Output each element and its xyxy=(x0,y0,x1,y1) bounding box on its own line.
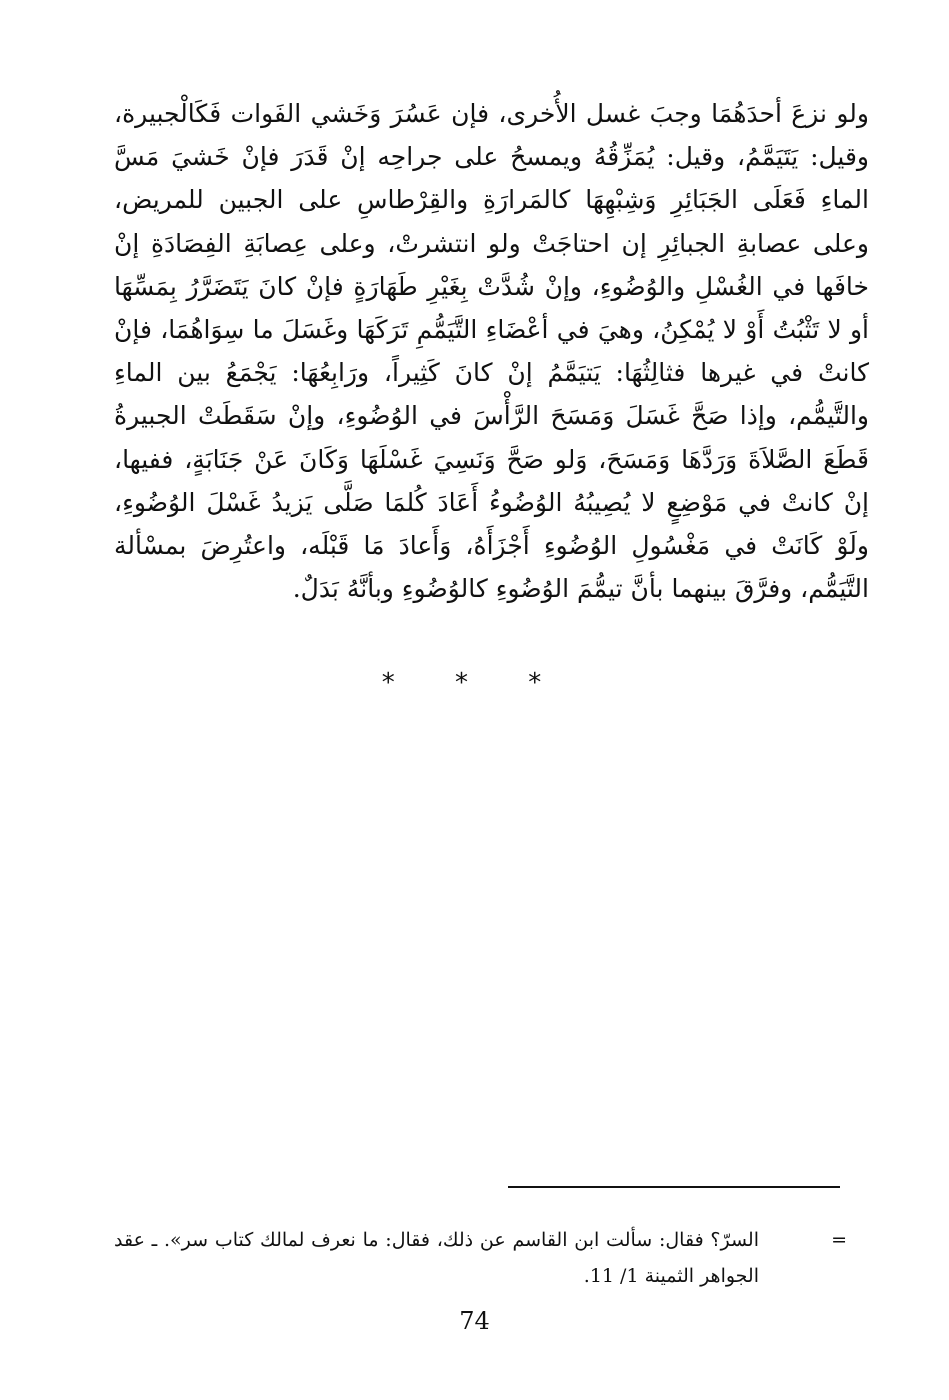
section-separator: * * * xyxy=(381,668,568,698)
page-number: 74 xyxy=(459,1307,490,1335)
footnote-continuation-marker: = xyxy=(831,1229,847,1251)
footnote xyxy=(114,1222,869,1294)
footnote-text: السرّ؟ فقال: سألت ابن القاسم عن ذلك، فقال: ما نعرف لمالك كتاب سر». ـ عقد الجواهر الثمينة 1/ 11. xyxy=(114,1229,759,1287)
main-paragraph: ولو نزعَ أحدَهُمَا وجبَ غسل الأُخرى، فإن عَسُرَ وَخَشي الفَوات فَكَالْجبيرة، وقيل: يَتَيَمَّمُ، وقيل: يُمَزِّقُهُ ويمسحُ على جراحِه إنْ قَدَرَ فإنْ خَشيَ مَسَّ الماءِ فَعَلَى الجَبَائِرِ وَشِبْهِهَا كالمَرارَةِ والقِرْطاسِ على الجبين للمريض، وعلى عصابةِ الجبائِرِ إن احتاجَتْ ولو انتشرتْ، وعلى عِصابَةِ الفِصَادَةِ إنْ خافَها في الغُسْلِ والوُضُوءِ، وإنْ شُدَّتْ بِغَيْرِ طَهَارَةٍ فإنْ كانَ يَتَضَرَّرُ بِمَسِّهَا أو لا تَثْبُتُ أَوْ لا يُمْكِنُ، وهيَ في أعْضَاءِ التَّيَمُّمِ تَرَكَهَا وغَسَلَ ما سِوَاهُمَا، فإنْ كانتْ في غيرها فثالِثُهَا: يَتيَمَّمُ إنْ كانَ كَثِيراً، ورَابِعُهَا: يَجْمَعُ بين الماءِ والتَّيمُّم، وإذا صَحَّ غَسَلَ وَمَسَحَ الرَّأْسَ في الوُضُوءِ، وإنْ سَقَطَتْ الجبيرةُ قَطَعَ الصَّلاَةَ وَرَدَّهَا وَمَسَحَ، وَلو صَحَّ وَنَسِيَ غَسْلَهَا وَكَانَ عَنْ جَنَابَةٍ، ففيها، إنْ كانتْ في مَوْضِعٍ لا يُصِيبُهُ الوُضُوءُ أَعَادَ كُلمَا صَلَّى يَزيدُ غَسْلَ الوُضُوءِ، ولَوْ كَانَتْ في مَغْسُولِ الوُضُوءِ أَجْزَأَهُ، وَأَعادَ مَا قَبْلَه، واعتُرِضَ بمسْألة التَّيَمُّم، وفرَّقَ بينهما بأنَّ تيمُّمَ الوُضُوءِ كالوُضُوءِ وبأنَّهُ بَدَلٌ. xyxy=(114,99,869,604)
footnote-divider xyxy=(508,1186,840,1188)
